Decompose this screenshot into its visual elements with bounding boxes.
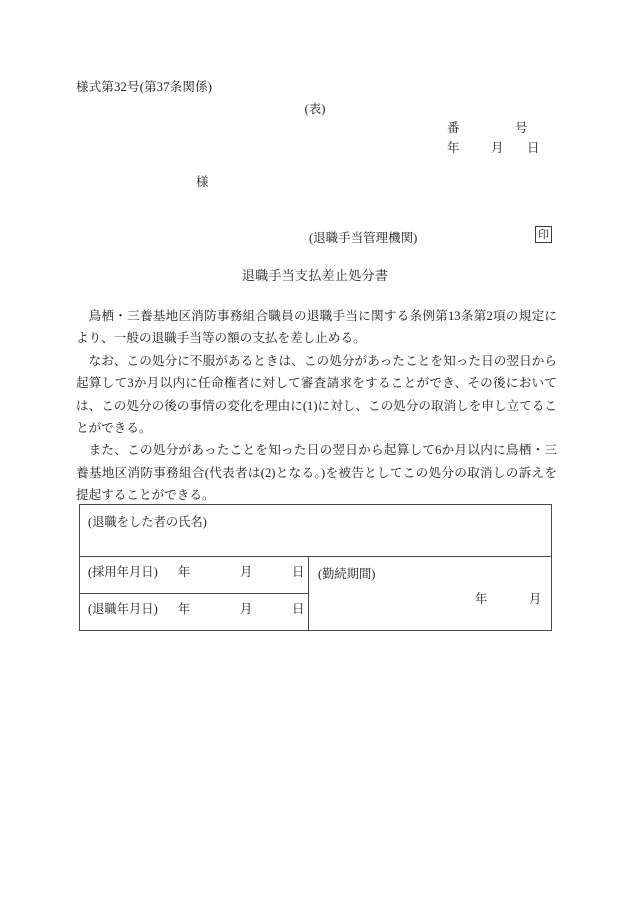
- number-label-gou: 号: [515, 121, 528, 135]
- document-date-row: [447, 138, 547, 158]
- table-row-name: [80, 505, 552, 557]
- retire-date-month-unit: 月: [240, 602, 253, 616]
- hire-date-month-unit: 月: [240, 565, 253, 579]
- side-label: (表): [304, 102, 326, 116]
- date-label-year: 年: [447, 141, 460, 155]
- date-label-day: 日: [527, 141, 540, 155]
- seal-stamp-icon: 印: [535, 226, 552, 243]
- hire-date-row: [88, 565, 308, 579]
- cell-retiree-name[interactable]: [80, 505, 552, 557]
- form-number: 様式第32号(第37条関係): [76, 80, 213, 94]
- hire-date-label: (採用年月日): [88, 565, 158, 579]
- addressee-honorific: 様: [196, 175, 209, 189]
- body-paragraph-1: 鳥栖・三養基地区消防事務組合職員の退職手当に関する条例第13条第2項の規定により、一般の退職手当等の額の支払を差し止める。: [76, 309, 557, 346]
- retirement-details-table: [79, 504, 552, 631]
- document-number-row: [447, 118, 547, 138]
- number-date-block: [447, 118, 547, 158]
- body-paragraph-3: また、この処分があったことを知った日の翌日から起算して6か月以内に鳥栖・三養基地区消防事務組合(代表者は(2)となる。)を被告としてこの処分の取消しの訴えを提起することができる。: [76, 443, 557, 503]
- retire-date-year-unit: 年: [178, 602, 191, 616]
- hire-date-year-unit: 年: [178, 565, 191, 579]
- service-period-month-unit: 月: [529, 592, 542, 606]
- hire-date-day-unit: 日: [292, 565, 305, 579]
- retire-date-day-unit: 日: [292, 602, 305, 616]
- document-title: 退職手当支払差止処分書: [241, 268, 389, 283]
- body-paragraph-2: なお、この処分に不服があるときは、この処分があったことを知った日の翌日から起算して3か月以内に任命権者に対して審査請求をすることができ、その後においては、この処分の後の事情の変化を理由に(1)に対し、この処分の取消しを申し立てることができる。: [76, 353, 557, 436]
- cell-service-period[interactable]: [309, 557, 552, 631]
- service-period-inner: [318, 564, 551, 630]
- retire-date-row: [88, 602, 308, 616]
- table-row-hire-date: [80, 557, 552, 594]
- service-period-year-unit: 年: [475, 592, 488, 606]
- retiree-name-label: (退職をした者の氏名): [88, 515, 207, 529]
- date-label-month: 月: [491, 141, 504, 155]
- service-period-label: (勤続期間): [318, 567, 376, 581]
- number-label-ban: 番: [447, 121, 460, 135]
- service-period-units: [475, 589, 545, 607]
- document-body: [76, 305, 557, 507]
- cell-hire-date[interactable]: [80, 557, 309, 594]
- cell-retire-date[interactable]: [80, 594, 309, 631]
- issuing-authority-label: (退職手当管理機関): [309, 231, 418, 245]
- retire-date-label: (退職年月日): [88, 602, 158, 616]
